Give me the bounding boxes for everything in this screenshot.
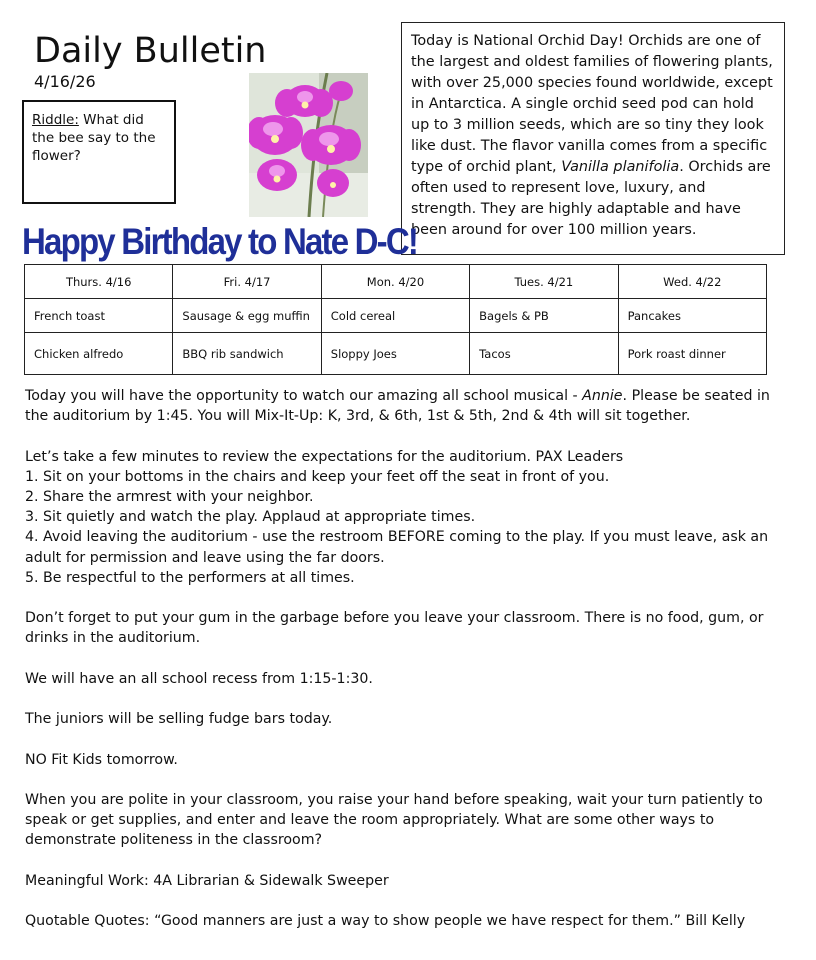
birthday-banner: Happy Birthday to Nate D-C!	[22, 220, 418, 262]
expectation-item: 5. Be respectful to the performers at all times.	[25, 569, 355, 586]
recess-announcement: We will have an all school recess from 1:15-1:30.	[25, 670, 373, 687]
riddle-box	[22, 100, 176, 204]
musical-title: Annie	[582, 388, 623, 404]
menu-day-header: Tues. 4/21	[470, 265, 618, 299]
menu-cell: French toast	[25, 299, 173, 333]
orchid-fact-italic: Vanilla planifolia	[561, 159, 680, 175]
menu-cell: Pancakes	[618, 299, 766, 333]
musical-text-1: Today you will have the opportunity to watch our amazing all school musical -	[25, 388, 583, 404]
politeness-announcement: When you are polite in your classroom, you raise your hand before speaking, wait your turn patiently to speak or get supplies, and enter and leave the room appropriately. What are some other ways to demonstrate politeness in the classroom?	[25, 791, 763, 849]
gum-announcement: Don’t forget to put your gum in the garbage before you leave your classroom. There is no food, gum, or drinks in the auditorium.	[25, 610, 764, 647]
menu-cell: Sloppy Joes	[321, 333, 469, 375]
menu-cell: Sausage & egg muffin	[173, 299, 321, 333]
riddle-text: What did the bee say to the flower?	[32, 112, 156, 164]
orchid-fact-box	[401, 22, 785, 255]
menu-cell: Cold cereal	[321, 299, 469, 333]
menu-lunch-row	[25, 333, 767, 375]
quotable-quote: Quotable Quotes: “Good manners are just a way to show people we have respect for them.” Bill Kelly	[25, 913, 746, 930]
announcements	[25, 386, 795, 952]
fitkids-announcement: NO Fit Kids tomorrow.	[25, 751, 178, 768]
fudge-announcement: The juniors will be selling fudge bars today.	[25, 711, 333, 728]
menu-header-row	[25, 265, 767, 299]
orchid-fact-text-1: Today is National Orchid Day! Orchids are one of the largest and oldest families of flowering plants, with over 25,000 species found worldwide, except in Antarctica. A single orchid seed pod can hold up to 3 million seeds, which are so tiny they look like dust. The flavor vanilla comes from a specific type of orchid plant,	[411, 33, 773, 175]
lunch-menu-table	[24, 264, 767, 375]
orchid-fact-text-2: . Orchids are often used to represent love, luxury, and strength. They are highly adaptable and have been around for over 100 million years.	[411, 159, 771, 238]
menu-cell: Tacos	[470, 333, 618, 375]
meaningful-work: Meaningful Work: 4A Librarian & Sidewalk Sweeper	[25, 872, 389, 889]
expectation-item: 1. Sit on your bottoms in the chairs and keep your feet off the seat in front of you.	[25, 468, 610, 485]
musical-text-2: . Please be seated in the auditorium by 1:45. You will Mix-It-Up: K, 3rd, & 6th, 1st & 5th, 2nd & 4th will sit together.	[25, 388, 770, 425]
menu-day-header: Wed. 4/22	[618, 265, 766, 299]
menu-cell: Pork roast dinner	[618, 333, 766, 375]
menu-day-header: Fri. 4/17	[173, 265, 321, 299]
menu-cell: Chicken alfredo	[25, 333, 173, 375]
bulletin-date: 4/16/26	[34, 72, 96, 91]
page-title: Daily Bulletin	[34, 31, 267, 71]
menu-breakfast-row	[25, 299, 767, 333]
menu-day-header: Thurs. 4/16	[25, 265, 173, 299]
expectation-item: 4. Avoid leaving the auditorium - use the restroom BEFORE coming to the play. If you must leave, ask an adult for permission and leave using the far doors.	[25, 529, 769, 566]
musical-announcement	[25, 386, 795, 426]
expectations-intro: Let’s take a few minutes to review the expectations for the auditorium. PAX Leaders	[25, 448, 624, 465]
menu-day-header: Mon. 4/20	[321, 265, 469, 299]
expectation-item: 2. Share the armrest with your neighbor.	[25, 489, 314, 505]
expectation-item: 3. Sit quietly and watch the play. Applaud at appropriate times.	[25, 509, 476, 526]
riddle-label: Riddle:	[32, 112, 79, 128]
menu-cell: BBQ rib sandwich	[173, 333, 321, 375]
orchid-photo	[249, 73, 368, 217]
menu-cell: Bagels & PB	[470, 299, 618, 333]
